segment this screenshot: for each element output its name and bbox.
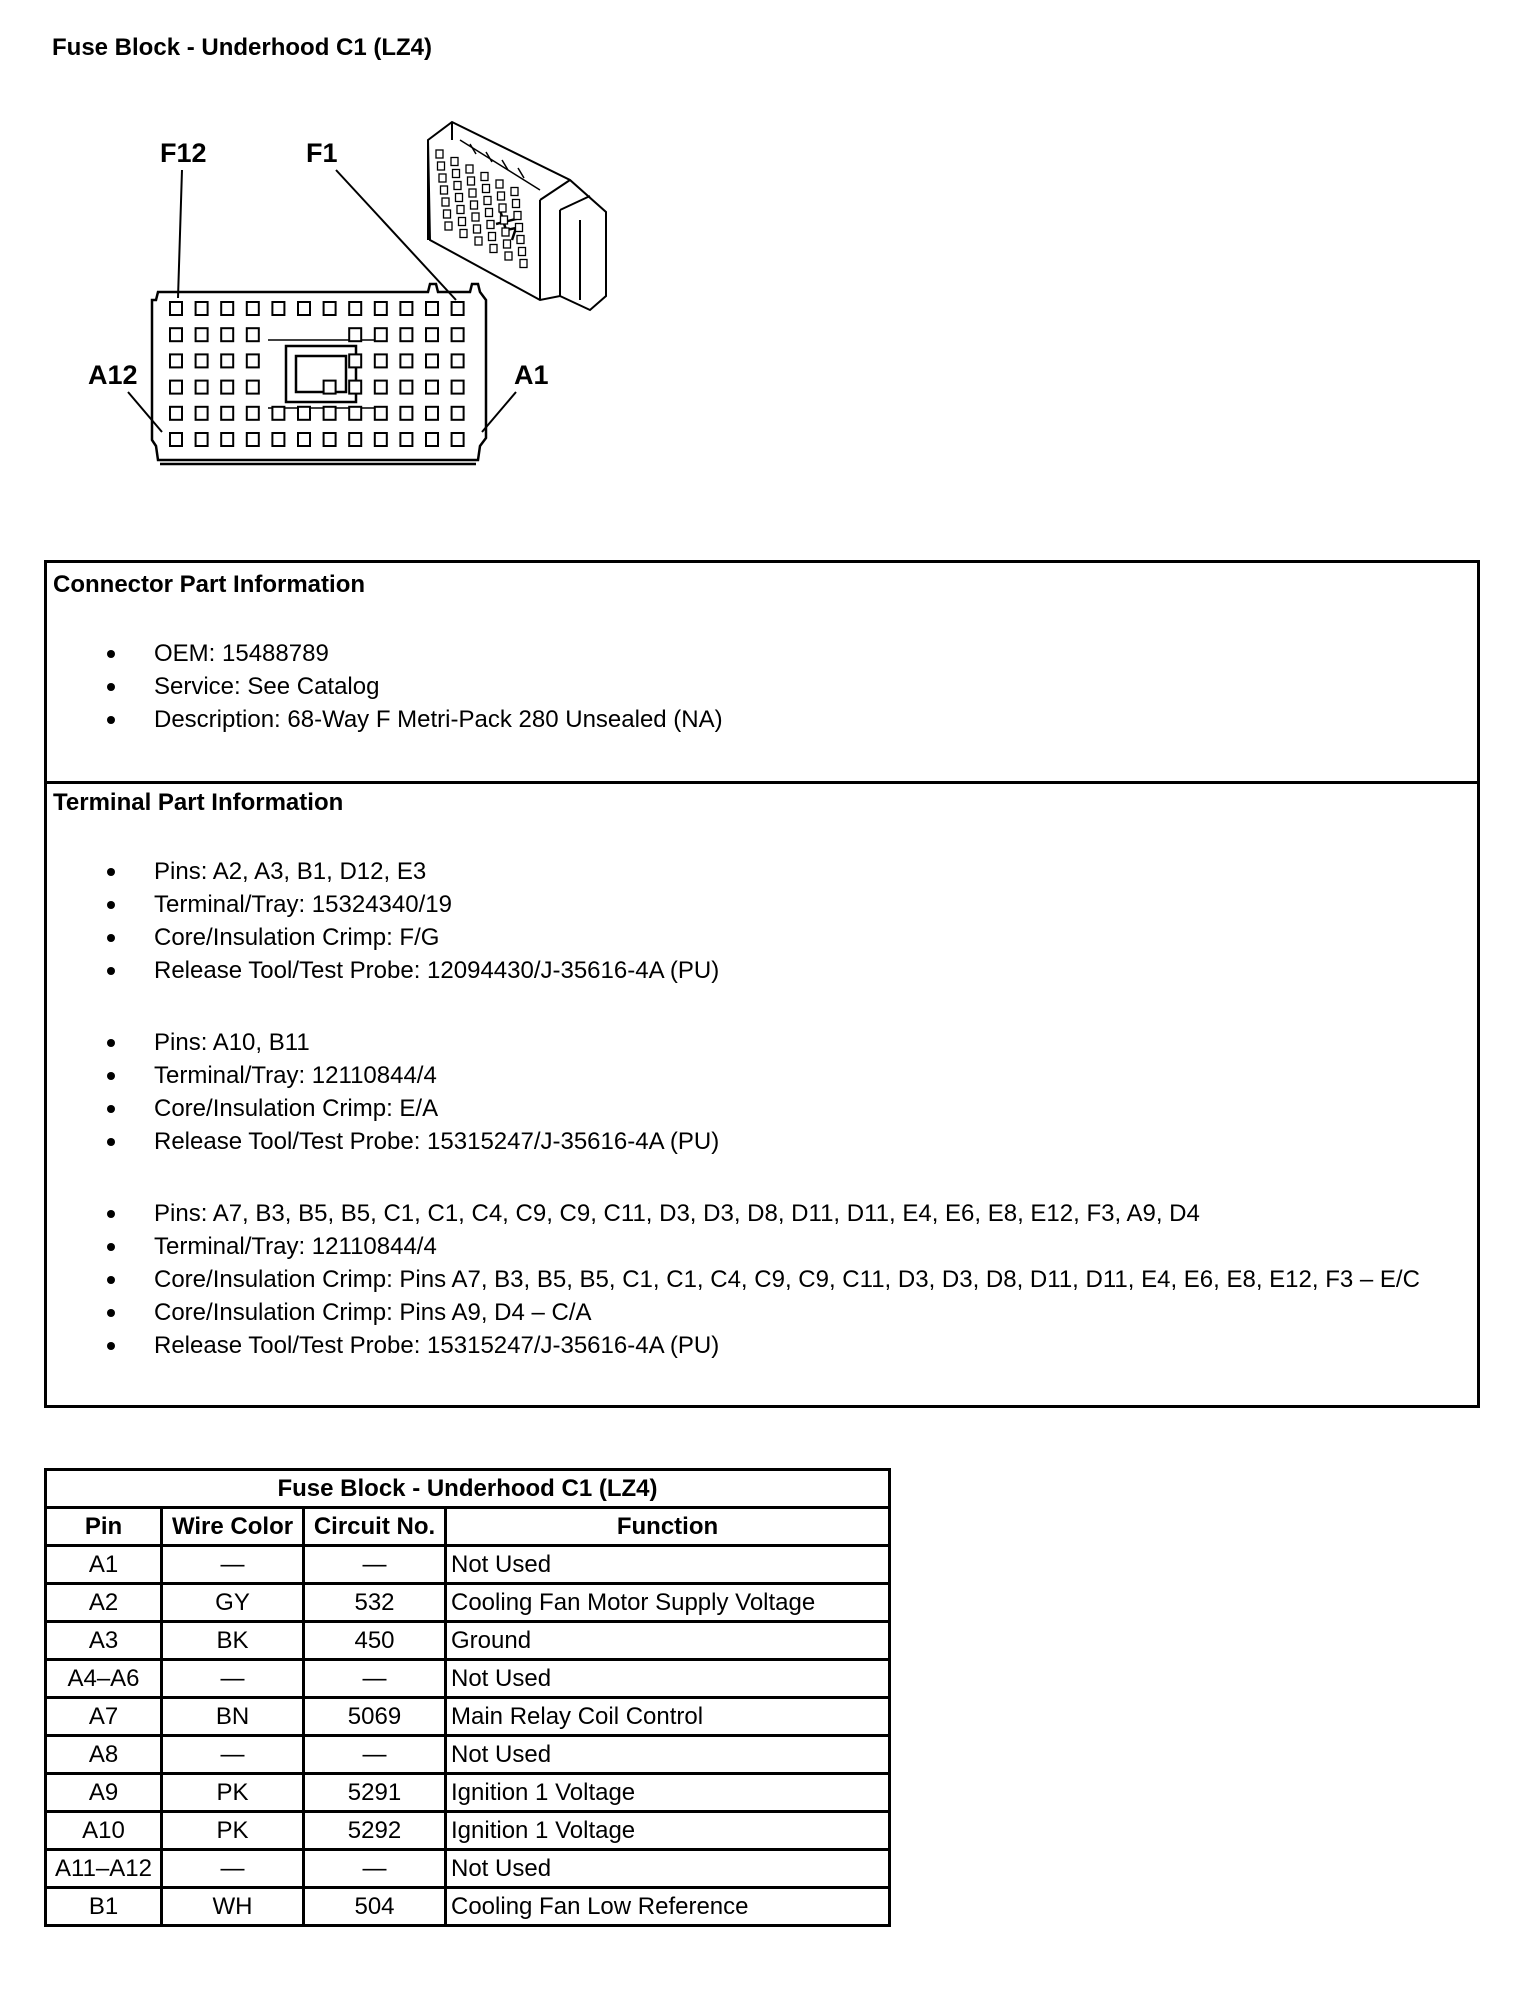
cell-wire-color: PK (162, 1812, 304, 1850)
iso-cavity (520, 260, 527, 268)
cell-wire-color: — (162, 1850, 304, 1888)
cell-circuit-no: 450 (304, 1622, 446, 1660)
iso-cavity (504, 240, 511, 248)
table-row (46, 1888, 890, 1926)
iso-cavity (442, 198, 449, 206)
cavity (426, 381, 438, 394)
iso-cavity (471, 201, 478, 209)
cell-wire-color: BN (162, 1698, 304, 1736)
cavity (324, 381, 336, 394)
list-item: Core/Insulation Crimp: Pins A9, D4 – C/A (47, 1296, 1420, 1329)
iso-cavity (517, 236, 524, 244)
list-item: Release Tool/Test Probe: 12094430/J-35616-4A (PU) (47, 954, 719, 987)
list-item: Terminal/Tray: 12110844/4 (47, 1230, 1420, 1263)
list-item: Core/Insulation Crimp: F/G (47, 921, 719, 954)
cell-circuit-no: 5291 (304, 1774, 446, 1812)
cavity (221, 328, 233, 341)
list-item: Pins: A2, A3, B1, D12, E3 (47, 855, 719, 888)
iso-cavity (489, 233, 496, 241)
cavity (452, 328, 464, 341)
cavity (221, 433, 233, 446)
cell-circuit-no: — (304, 1736, 446, 1774)
iso-cavity (456, 194, 463, 202)
iso-cavity (475, 237, 482, 245)
terminal-group-1 (47, 855, 719, 987)
label-a12: A12 (88, 360, 138, 390)
connector-diagram (0, 0, 640, 480)
table-row (46, 1812, 890, 1850)
iso-cavity (454, 182, 461, 190)
cavity (400, 381, 412, 394)
page-title: Fuse Block - Underhood C1 (LZ4) (52, 34, 433, 61)
cavity (324, 433, 336, 446)
cavity (170, 381, 182, 394)
cell-wire-color: WH (162, 1888, 304, 1926)
terminal-group-2 (47, 1026, 719, 1158)
cavity (375, 354, 387, 367)
cavity (247, 302, 259, 315)
cavity (349, 407, 361, 420)
cavity (221, 302, 233, 315)
iso-cavity (481, 173, 488, 181)
connector-section-title: Connector Part Information (53, 571, 366, 598)
iso-cavity (439, 174, 446, 182)
cavity (196, 302, 208, 315)
terminal-part-section (47, 781, 1477, 1405)
connector-part-section (47, 563, 1477, 784)
cavity (426, 407, 438, 420)
cell-pin: A3 (46, 1622, 162, 1660)
cavity (400, 354, 412, 367)
cavity (298, 433, 310, 446)
table-row (46, 1736, 890, 1774)
cavity (452, 354, 464, 367)
list-item: Core/Insulation Crimp: Pins A7, B3, B5, B5, C1, C1, C4, C9, C9, C11, D3, D3, D8, D11, D11, E4, E6, E8, E12, F3 – E/C (47, 1263, 1420, 1296)
cavity (247, 381, 259, 394)
cell-circuit-no: — (304, 1850, 446, 1888)
cavity (196, 328, 208, 341)
table-row (46, 1584, 890, 1622)
iso-cavity (436, 150, 443, 158)
iso-cavity (511, 188, 518, 196)
cavity (298, 302, 310, 315)
cell-function: Ignition 1 Voltage (446, 1812, 890, 1850)
cavity (375, 433, 387, 446)
cavity (400, 433, 412, 446)
iso-cavity (490, 245, 497, 253)
cavity (196, 354, 208, 367)
cell-function: Not Used (446, 1736, 890, 1774)
list-item: Pins: A7, B3, B5, B5, C1, C1, C4, C9, C9, C11, D3, D3, D8, D11, D11, E4, E6, E8, E12, F3, A9, D4 (47, 1197, 1420, 1230)
cavity (426, 354, 438, 367)
cell-pin: B1 (46, 1888, 162, 1926)
cavity (170, 302, 182, 315)
cell-circuit-no: 532 (304, 1584, 446, 1622)
iso-cavity (474, 225, 481, 233)
iso-cavity (451, 158, 458, 166)
list-item: Pins: A10, B11 (47, 1026, 719, 1059)
header-pin: Pin (46, 1508, 162, 1546)
cavity (452, 433, 464, 446)
label-f1: F1 (306, 138, 338, 168)
cell-function: Cooling Fan Low Reference (446, 1888, 890, 1926)
iso-cavity (468, 177, 475, 185)
iso-cavity (459, 218, 466, 226)
iso-cavity (499, 204, 506, 212)
cell-function: Ground (446, 1622, 890, 1660)
cell-wire-color: — (162, 1660, 304, 1698)
cavity (196, 407, 208, 420)
iso-cavity (457, 206, 464, 214)
cavity (170, 433, 182, 446)
cavity (452, 381, 464, 394)
cavity (170, 407, 182, 420)
header-function: Function (446, 1508, 890, 1546)
list-item: Description: 68-Way F Metri-Pack 280 Unsealed (NA) (47, 703, 723, 736)
list-item: Service: See Catalog (47, 670, 723, 703)
cell-circuit-no: — (304, 1660, 446, 1698)
cavity (247, 328, 259, 341)
iso-cavity (505, 252, 512, 260)
cavity (375, 328, 387, 341)
cavity (426, 302, 438, 315)
list-item: OEM: 15488789 (47, 637, 723, 670)
iso-cavity (444, 210, 451, 218)
iso-cavity (519, 248, 526, 256)
cavity (247, 407, 259, 420)
cavity (349, 302, 361, 315)
iso-cavity (441, 186, 448, 194)
cavity (272, 302, 284, 315)
cell-function: Ignition 1 Voltage (446, 1774, 890, 1812)
cell-function: Not Used (446, 1546, 890, 1584)
cell-pin: A7 (46, 1698, 162, 1736)
cavity-grid (170, 302, 464, 446)
table-row (46, 1546, 890, 1584)
iso-cavity (466, 165, 473, 173)
connector-info-list (47, 637, 723, 736)
iso-cavity (483, 185, 490, 193)
cell-wire-color: — (162, 1736, 304, 1774)
cell-function: Main Relay Coil Control (446, 1698, 890, 1736)
list-item: Core/Insulation Crimp: E/A (47, 1092, 719, 1125)
label-f12: F12 (160, 138, 207, 168)
cavity (221, 354, 233, 367)
cavity (196, 381, 208, 394)
iso-cavity (445, 222, 452, 230)
table-row (46, 1850, 890, 1888)
cell-pin: A9 (46, 1774, 162, 1812)
list-item: Terminal/Tray: 15324340/19 (47, 888, 719, 921)
table-row (46, 1774, 890, 1812)
cell-function: Cooling Fan Motor Supply Voltage (446, 1584, 890, 1622)
iso-cavity (496, 180, 503, 188)
cavity (221, 381, 233, 394)
header-wire-color: Wire Color (162, 1508, 304, 1546)
cavity (221, 407, 233, 420)
cavity (400, 407, 412, 420)
iso-cavity (460, 230, 467, 238)
cell-circuit-no: 504 (304, 1888, 446, 1926)
header-circuit-no: Circuit No. (304, 1508, 446, 1546)
cell-circuit-no: 5292 (304, 1812, 446, 1850)
table-row (46, 1660, 890, 1698)
iso-cavity (502, 228, 509, 236)
cell-pin: A8 (46, 1736, 162, 1774)
terminal-section-title: Terminal Part Information (53, 789, 344, 816)
cavity (375, 407, 387, 420)
cell-wire-color: — (162, 1546, 304, 1584)
cell-pin: A11–A12 (46, 1850, 162, 1888)
table-caption: Fuse Block - Underhood C1 (LZ4) (46, 1470, 890, 1508)
iso-cavity (498, 192, 505, 200)
cavity (426, 328, 438, 341)
cavity (375, 381, 387, 394)
iso-cavity (472, 213, 479, 221)
cavity (400, 302, 412, 315)
cavity (170, 328, 182, 341)
cell-pin: A1 (46, 1546, 162, 1584)
cavity (452, 407, 464, 420)
label-a1: A1 (514, 360, 549, 390)
cavity (375, 302, 387, 315)
part-information-box (44, 560, 1480, 1408)
cavity (349, 328, 361, 341)
cavity (426, 433, 438, 446)
iso-cavity (484, 197, 491, 205)
cell-function: Not Used (446, 1850, 890, 1888)
cavity (298, 407, 310, 420)
cavity (400, 328, 412, 341)
iso-cavity (438, 162, 445, 170)
table-header-row (46, 1508, 890, 1546)
table-row (46, 1698, 890, 1736)
cell-pin: A10 (46, 1812, 162, 1850)
cavity (247, 433, 259, 446)
iso-cavity (486, 209, 493, 217)
list-item: Terminal/Tray: 12110844/4 (47, 1059, 719, 1092)
cell-wire-color: PK (162, 1774, 304, 1812)
iso-cavity (516, 224, 523, 232)
cell-pin: A4–A6 (46, 1660, 162, 1698)
cavity (349, 381, 361, 394)
cavity (247, 354, 259, 367)
cell-circuit-no: — (304, 1546, 446, 1584)
cell-wire-color: GY (162, 1584, 304, 1622)
iso-cavity (453, 170, 460, 178)
cavity (196, 433, 208, 446)
list-item: Release Tool/Test Probe: 15315247/J-35616-4A (PU) (47, 1329, 1420, 1362)
cavity (452, 302, 464, 315)
pin-table (44, 1468, 891, 1927)
cell-function: Not Used (446, 1660, 890, 1698)
table-row (46, 1622, 890, 1660)
cavity (324, 407, 336, 420)
iso-cavity (469, 189, 476, 197)
cavity (272, 433, 284, 446)
iso-cavity (513, 200, 520, 208)
cell-circuit-no: 5069 (304, 1698, 446, 1736)
iso-cavity (514, 212, 521, 220)
cell-pin: A2 (46, 1584, 162, 1622)
iso-cavity (487, 221, 494, 229)
cavity (324, 302, 336, 315)
list-item: Release Tool/Test Probe: 15315247/J-35616-4A (PU) (47, 1125, 719, 1158)
terminal-group-3 (47, 1197, 1420, 1362)
cavity (349, 433, 361, 446)
cell-wire-color: BK (162, 1622, 304, 1660)
cavity (170, 354, 182, 367)
cavity (349, 354, 361, 367)
iso-cavity (501, 216, 508, 224)
cavity (272, 407, 284, 420)
